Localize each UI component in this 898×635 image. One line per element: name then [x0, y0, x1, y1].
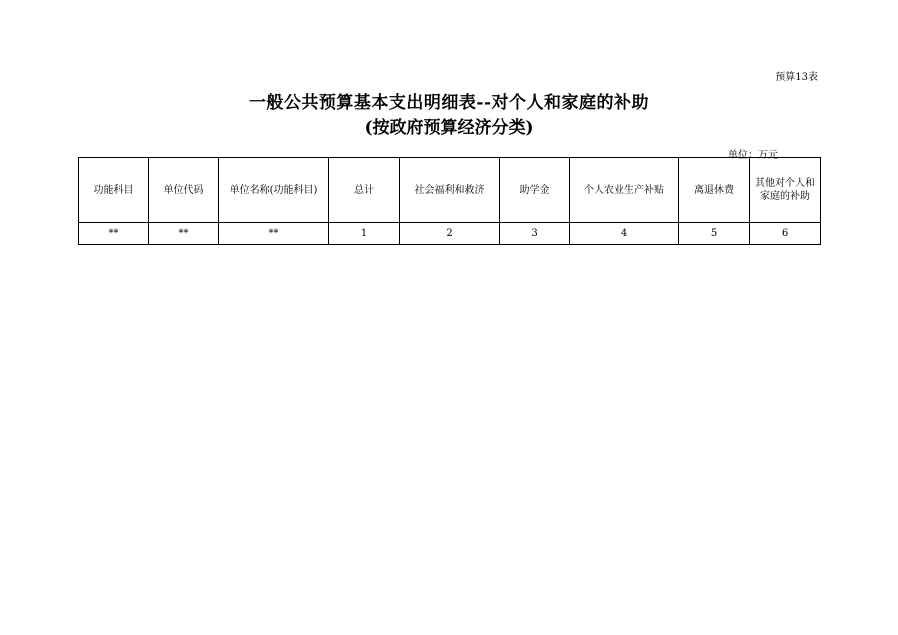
- header-cell: 功能科目: [79, 158, 149, 223]
- table-header-row: [79, 158, 821, 223]
- index-cell: 1: [329, 223, 400, 245]
- header-cell: 单位代码: [149, 158, 219, 223]
- page-title: 一般公共预算基本支出明细表--对个人和家庭的补助: [248, 93, 650, 113]
- index-cell: **: [219, 223, 329, 245]
- header-cell: 个人农业生产补贴: [570, 158, 679, 223]
- index-cell: **: [149, 223, 219, 245]
- header-cell: 总计: [329, 158, 400, 223]
- header-cell: 助学金: [500, 158, 570, 223]
- index-cell: 4: [570, 223, 679, 245]
- budget-table: [78, 157, 821, 245]
- header-cell: 离退休费: [679, 158, 750, 223]
- header-cell: 社会福利和救济: [400, 158, 500, 223]
- header-cell: 单位名称(功能科目): [219, 158, 329, 223]
- header-cell: 其他对个人和家庭的补助: [750, 158, 821, 223]
- form-number: 预算13表: [775, 72, 818, 83]
- table-index-row: [79, 223, 821, 245]
- index-cell: 5: [679, 223, 750, 245]
- index-cell: 6: [750, 223, 821, 245]
- page-subtitle: (按政府预算经济分类): [364, 118, 534, 138]
- index-cell: 3: [500, 223, 570, 245]
- unit-label: 单位：万元: [728, 150, 778, 161]
- index-cell: 2: [400, 223, 500, 245]
- index-cell: **: [79, 223, 149, 245]
